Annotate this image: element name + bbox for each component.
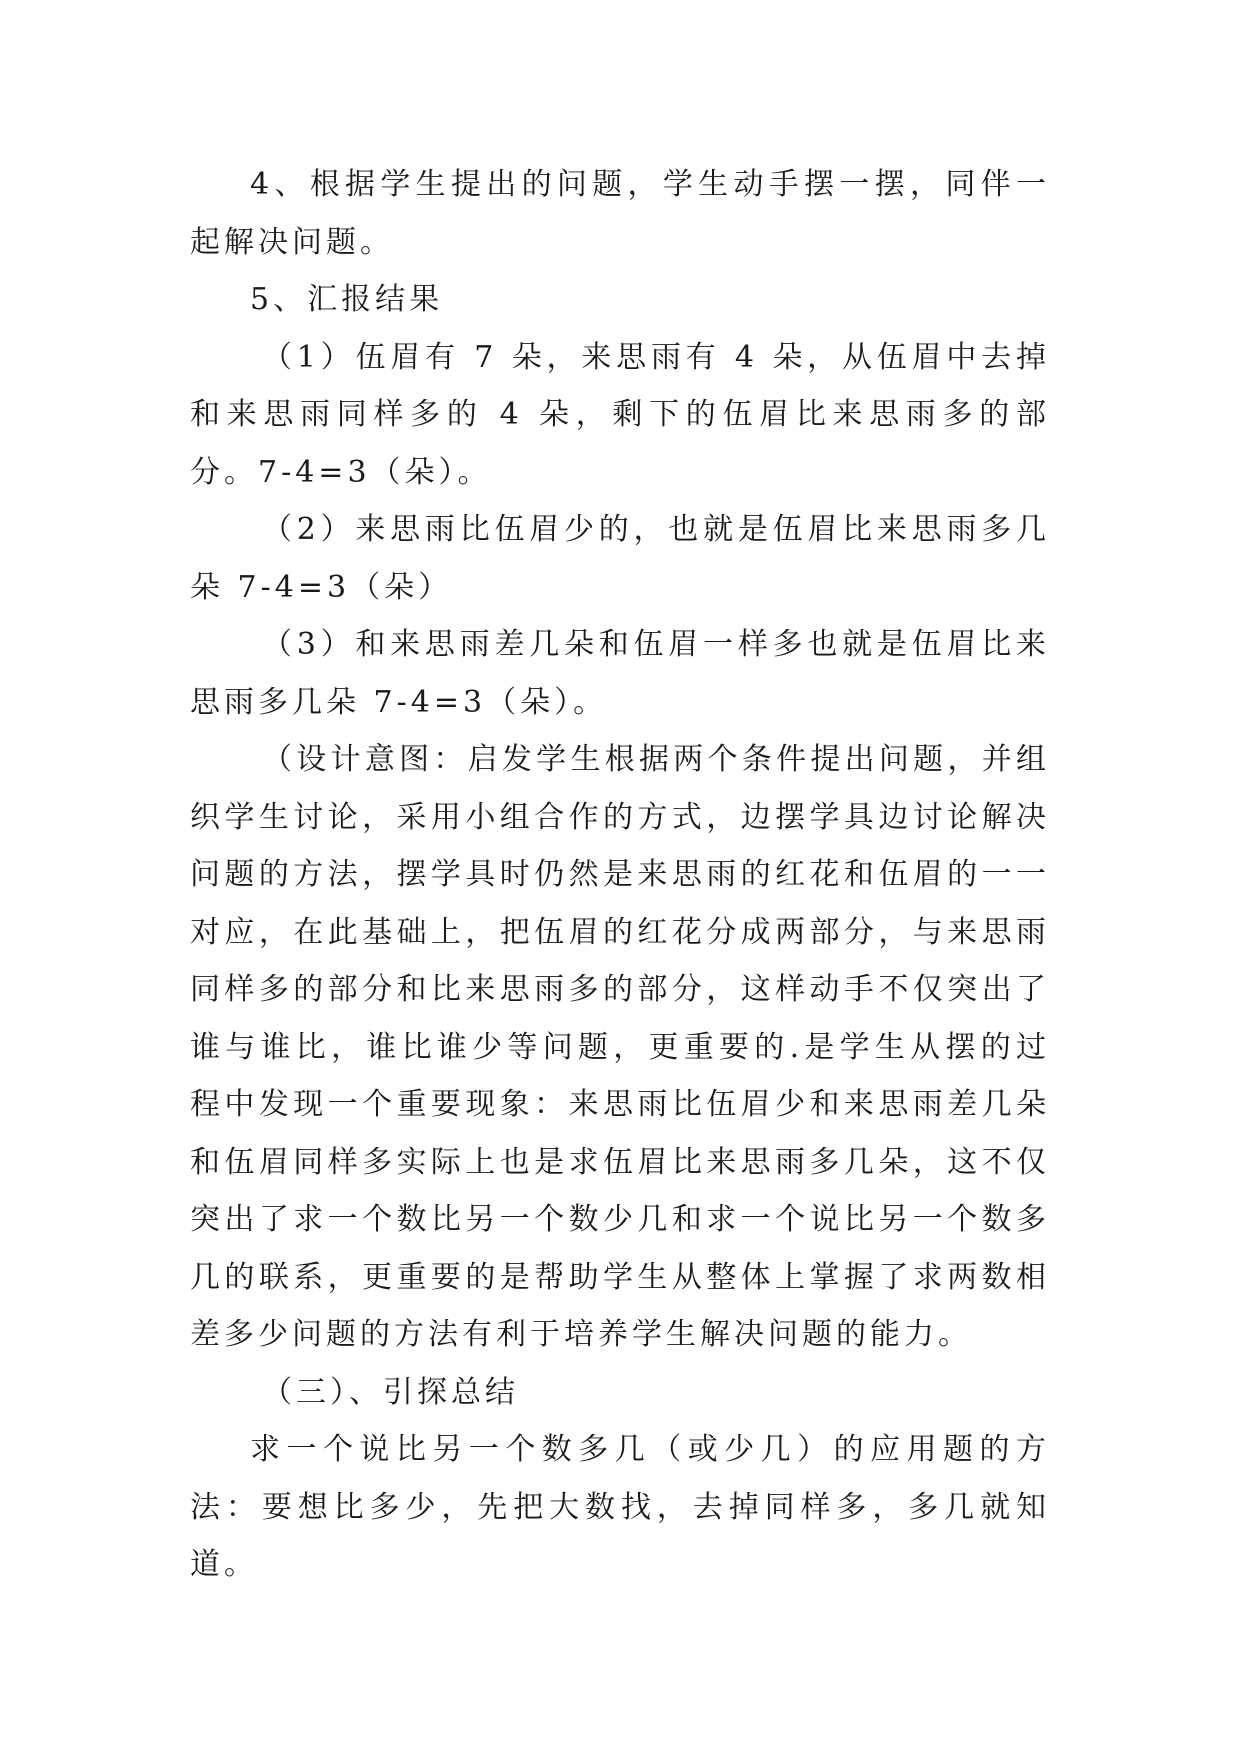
document-body	[190, 156, 1050, 1594]
result-2-paragraph: （2）来思雨比伍眉少的，也就是伍眉比来思雨多几朵 7-4=3（朵）	[190, 512, 1050, 605]
step-4-paragraph: 4、根据学生提出的问题，学生动手摆一摆，同伴一起解决问题。	[190, 167, 1050, 260]
result-3-paragraph: （3）和来思雨差几朵和伍眉一样多也就是伍眉比来思雨多几朵 7-4=3（朵）。	[190, 627, 1050, 720]
result-1-paragraph: （1）伍眉有 7 朵，来思雨有 4 朵，从伍眉中去掉和来思雨同样多的 4 朵，剩下的伍眉比来思雨多的部分。7-4=3（朵）。	[190, 339, 1050, 490]
design-intent-paragraph: （设计意图：启发学生根据两个条件提出问题，并组织学生讨论，采用小组合作的方式，边摆学具边讨论解决问题的方法，摆学具时仍然是来思雨的红花和伍眉的一一对应，在此基础上，把伍眉的红花分成两部分，与来思雨同样多的部分和比来思雨多的部分，这样动手不仅突出了谁与谁比，谁比谁少等问题，更重要的.是学生从摆的过程中发现一个重要现象：来思雨比伍眉少和来思雨差几朵和伍眉同样多实际上也是求伍眉比来思雨多几朵，这不仅突出了求一个数比另一个数少几和求一个说比另一个数多几的联系，更重要的是帮助学生从整体上掌握了求两数相差多少问题的方法有利于培养学生解决问题的能力。	[190, 742, 1050, 1352]
step-5-heading: 5、汇报结果	[250, 282, 444, 317]
summary-paragraph: 求一个说比另一个数多几（或少几）的应用题的方法：要想比多少，先把大数找，去掉同样多，多几就知道。	[190, 1432, 1050, 1582]
section-3-heading: （三）、引探总结	[262, 1374, 519, 1410]
